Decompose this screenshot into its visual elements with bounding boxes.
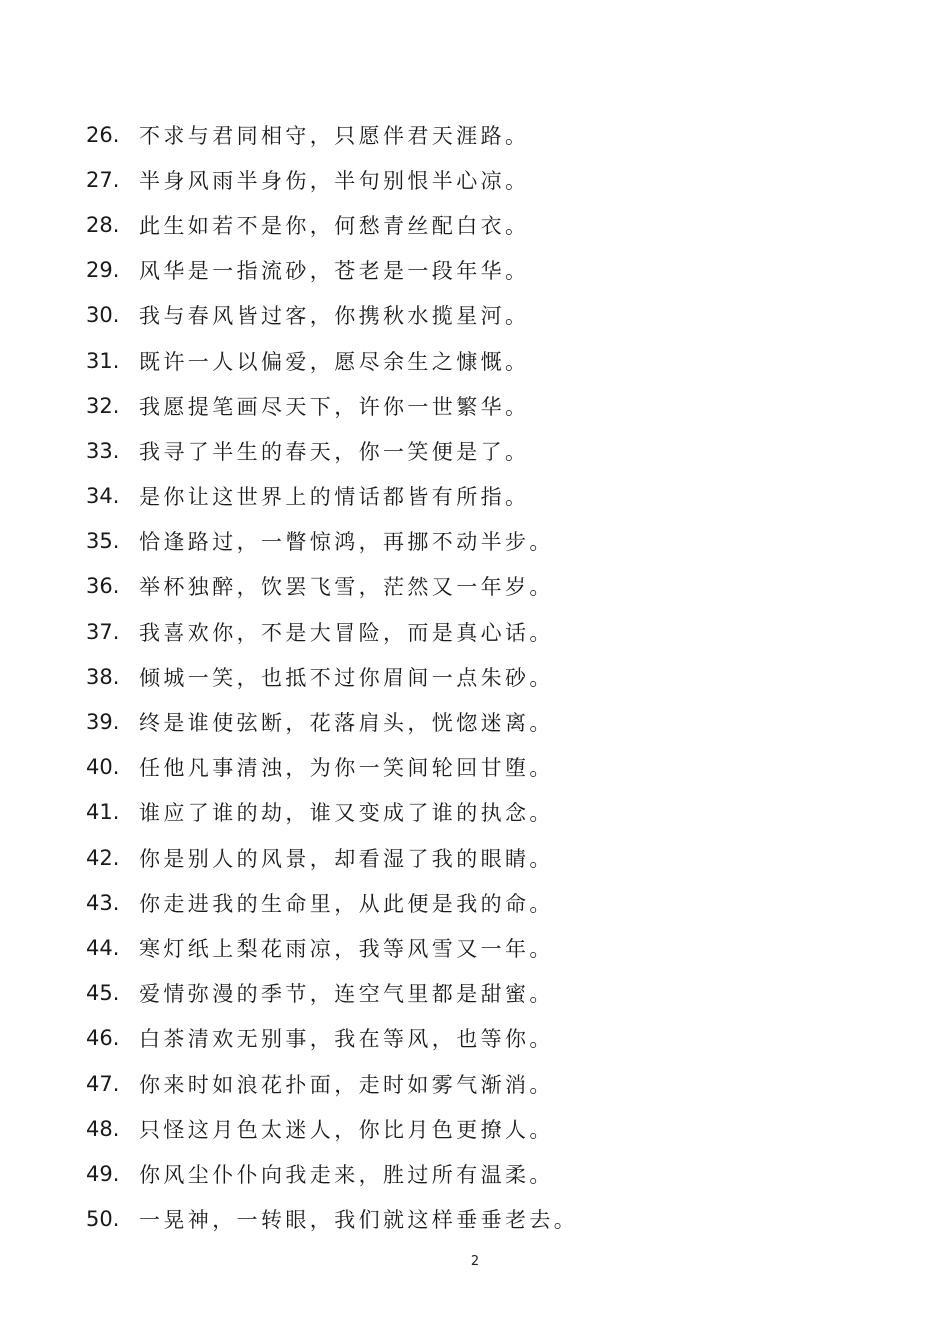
list-item-text: 任他凡事清浊，为你一笑间轮回甘堕。 bbox=[139, 756, 554, 781]
list-item-text: 谁应了谁的劫，谁又变成了谁的执念。 bbox=[139, 801, 554, 826]
list-item-number: 39. bbox=[86, 710, 120, 735]
list-item-number: 28. bbox=[86, 212, 120, 237]
list-item-text: 寒灯纸上梨花雨凉，我等风雪又一年。 bbox=[139, 936, 554, 961]
list-item-number: 26. bbox=[86, 122, 120, 147]
list-item-number: 43. bbox=[86, 890, 120, 915]
list-item-number: 30. bbox=[86, 303, 120, 328]
list-item-number: 34. bbox=[86, 484, 120, 509]
list-item bbox=[86, 790, 886, 835]
list-item bbox=[86, 835, 886, 880]
list-item-text: 你风尘仆仆向我走来，胜过所有温柔。 bbox=[139, 1162, 554, 1187]
list-item bbox=[86, 925, 886, 970]
list-item bbox=[86, 1106, 886, 1151]
list-item-text: 我愿提笔画尽天下，许你一世繁华。 bbox=[139, 394, 530, 419]
list-item-text: 既许一人以偏爱，愿尽余生之慷慨。 bbox=[139, 349, 530, 374]
list-item-text: 风华是一指流砂，苍老是一段年华。 bbox=[139, 259, 530, 284]
list-item-text: 爱情弥漫的季节，连空气里都是甜蜜。 bbox=[139, 982, 554, 1007]
page-number: 2 bbox=[470, 1254, 480, 1269]
list-item bbox=[86, 1061, 886, 1106]
list-item bbox=[86, 293, 886, 338]
list-item-number: 48. bbox=[86, 1116, 120, 1141]
list-item bbox=[86, 880, 886, 925]
list-item-number: 49. bbox=[86, 1161, 120, 1186]
list-item-text: 半身风雨半身伤，半句别恨半心凉。 bbox=[139, 168, 530, 193]
numbered-list bbox=[86, 112, 886, 1242]
list-item-text: 终是谁使弦断，花落肩头，恍惚迷离。 bbox=[139, 711, 554, 736]
list-item bbox=[86, 248, 886, 293]
list-item-number: 44. bbox=[86, 935, 120, 960]
list-item-text: 一晃神，一转眼，我们就这样垂垂老去。 bbox=[139, 1208, 579, 1233]
list-item-number: 47. bbox=[86, 1071, 120, 1096]
list-item bbox=[86, 654, 886, 699]
list-item-text: 不求与君同相守，只愿伴君天涯路。 bbox=[139, 123, 530, 148]
list-item-text: 我寻了半生的春天，你一笑便是了。 bbox=[139, 439, 530, 464]
list-item-text: 只怪这月色太迷人，你比月色更撩人。 bbox=[139, 1117, 554, 1142]
list-item bbox=[86, 519, 886, 564]
list-item-number: 35. bbox=[86, 529, 120, 554]
list-item-number: 38. bbox=[86, 664, 120, 689]
list-item-text: 是你让这世界上的情话都皆有所指。 bbox=[139, 485, 530, 510]
list-item-number: 40. bbox=[86, 755, 120, 780]
list-item-text: 你走进我的生命里，从此便是我的命。 bbox=[139, 891, 554, 916]
list-item bbox=[86, 474, 886, 519]
list-item-text: 我与春风皆过客，你携秋水揽星河。 bbox=[139, 304, 530, 329]
list-item-text: 你来时如浪花扑面，走时如雾气渐消。 bbox=[139, 1072, 554, 1097]
list-item-text: 举杯独醉，饮罢飞雪，茫然又一年岁。 bbox=[139, 575, 554, 600]
list-item-number: 29. bbox=[86, 258, 120, 283]
list-item bbox=[86, 202, 886, 247]
list-item-text: 你是别人的风景，却看湿了我的眼睛。 bbox=[139, 846, 554, 871]
list-item-number: 37. bbox=[86, 619, 120, 644]
list-item-text: 恰逢路过，一瞥惊鸿，再挪不动半步。 bbox=[139, 530, 554, 555]
list-item-number: 31. bbox=[86, 348, 120, 373]
list-item-number: 50. bbox=[86, 1207, 120, 1232]
list-item bbox=[86, 1151, 886, 1196]
list-item bbox=[86, 971, 886, 1016]
list-item bbox=[86, 745, 886, 790]
list-item-number: 42. bbox=[86, 845, 120, 870]
list-item bbox=[86, 383, 886, 428]
list-item-text: 此生如若不是你，何愁青丝配白衣。 bbox=[139, 213, 530, 238]
list-item bbox=[86, 157, 886, 202]
list-item-number: 27. bbox=[86, 167, 120, 192]
list-item-number: 46. bbox=[86, 1026, 120, 1051]
list-item bbox=[86, 1197, 886, 1242]
list-item bbox=[86, 609, 886, 654]
list-item-text: 我喜欢你，不是大冒险，而是真心话。 bbox=[139, 620, 554, 645]
list-item bbox=[86, 338, 886, 383]
list-item-number: 45. bbox=[86, 981, 120, 1006]
list-item bbox=[86, 428, 886, 473]
list-item-text: 倾城一笑，也抵不过你眉间一点朱砂。 bbox=[139, 665, 554, 690]
list-item-number: 36. bbox=[86, 574, 120, 599]
list-item-number: 41. bbox=[86, 800, 120, 825]
list-item-number: 32. bbox=[86, 393, 120, 418]
list-item bbox=[86, 699, 886, 744]
list-item-number: 33. bbox=[86, 438, 120, 463]
list-item bbox=[86, 1016, 886, 1061]
list-item-text: 白茶清欢无别事，我在等风，也等你。 bbox=[139, 1027, 554, 1052]
list-item bbox=[86, 112, 886, 157]
list-item bbox=[86, 564, 886, 609]
